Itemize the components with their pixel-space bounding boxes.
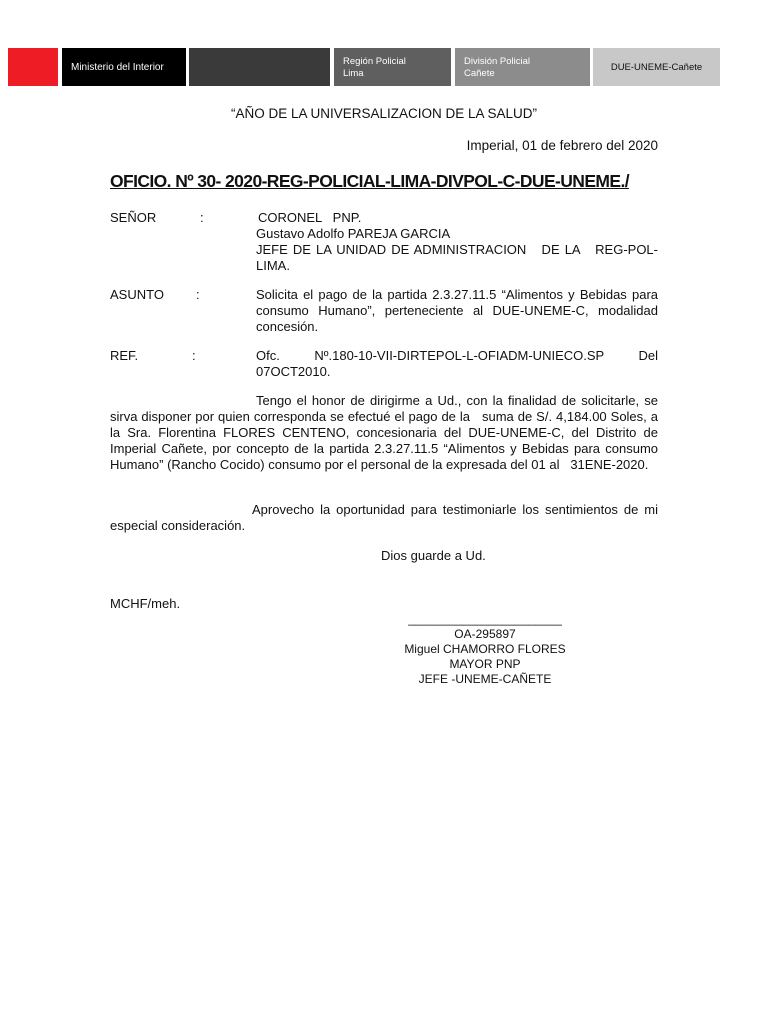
header-red-block <box>8 48 58 86</box>
signature-line: _______________________ <box>408 612 562 626</box>
senor-line-3: JEFE DE LA UNIDAD DE ADMINISTRACION DE LA REG-POL-LIMA. <box>256 242 658 273</box>
senor-line-2: Gustavo Adolfo PAREJA GARCIA <box>256 226 451 241</box>
header-unit <box>593 48 720 86</box>
unit-label: DUE-UNEME-Cañete <box>610 61 703 73</box>
senor-colon: : <box>200 210 204 225</box>
ref-label: REF. <box>110 348 139 363</box>
senor-line-1: CORONEL PNP. <box>258 210 362 225</box>
senor-label: SEÑOR <box>110 210 157 225</box>
region-line-1: Región Policial <box>343 56 406 67</box>
asunto-text: Solicita el pago de la partida 2.3.27.11.5 “Alimentos y Bebidas para consumo Humano”, perteneciente al DUE-UNEME-C, modalidad concesión. <box>256 287 658 334</box>
signature-block <box>390 612 580 687</box>
header-region <box>334 48 451 86</box>
asunto-label: ASUNTO <box>110 287 164 302</box>
oficio-title: OFICIO. Nº 30- 2020-REG-POLICIAL-LIMA-DIVPOL-C-DUE-UNEME./ <box>110 171 629 191</box>
closing-paragraph: Aprovecho la oportunidad para testimoniarle los sentimientos de mi especial consideración. <box>110 502 658 533</box>
place-date: Imperial, 01 de febrero del 2020 <box>466 138 658 153</box>
ministry-label: Ministerio del Interior <box>71 61 164 73</box>
blessing: Dios guarde a Ud. <box>381 548 486 563</box>
signature-name: Miguel CHAMORRO FLORES <box>404 642 566 656</box>
division-line-1: División Policial <box>464 56 530 67</box>
signature-cip: OA-295897 <box>454 627 516 641</box>
ref-colon: : <box>192 348 196 363</box>
signature-post: JEFE -UNEME-CAÑETE <box>418 672 552 686</box>
header-dark-block <box>189 48 330 86</box>
header-division <box>455 48 590 86</box>
asunto-colon: : <box>196 287 200 302</box>
region-line-2: Lima <box>343 68 364 79</box>
division-line-2: Cañete <box>464 68 495 79</box>
header-ministry <box>62 48 186 86</box>
body-paragraph: Tengo el honor de dirigirme a Ud., con la finalidad de solicitarle, se sirva disponer por quien corresponda se efectué el pago de la suma de S/. 4,184.00 Soles, a la Sra. Florentina FLORES CENTENO, concesionaria del DUE-UNEME-C, del Distrito de Imperial Cañete, por concepto de la partida 2.3.27.11.5 “Alimentos y Bebidas para consumo Humano” (Rancho Cocido) consumo por el personal de la expresada del 01 al 31ENE-2020. <box>110 393 669 472</box>
ref-text: Ofc. Nº.180-10-VII-DIRTEPOL-L-OFIADM-UNIECO.SP Del 07OCT2010. <box>256 348 662 379</box>
signature-rank: MAYOR PNP <box>449 657 521 671</box>
initials: MCHF/meh. <box>110 596 181 611</box>
year-motto: “AÑO DE LA UNIVERSALIZACION DE LA SALUD” <box>230 106 538 121</box>
